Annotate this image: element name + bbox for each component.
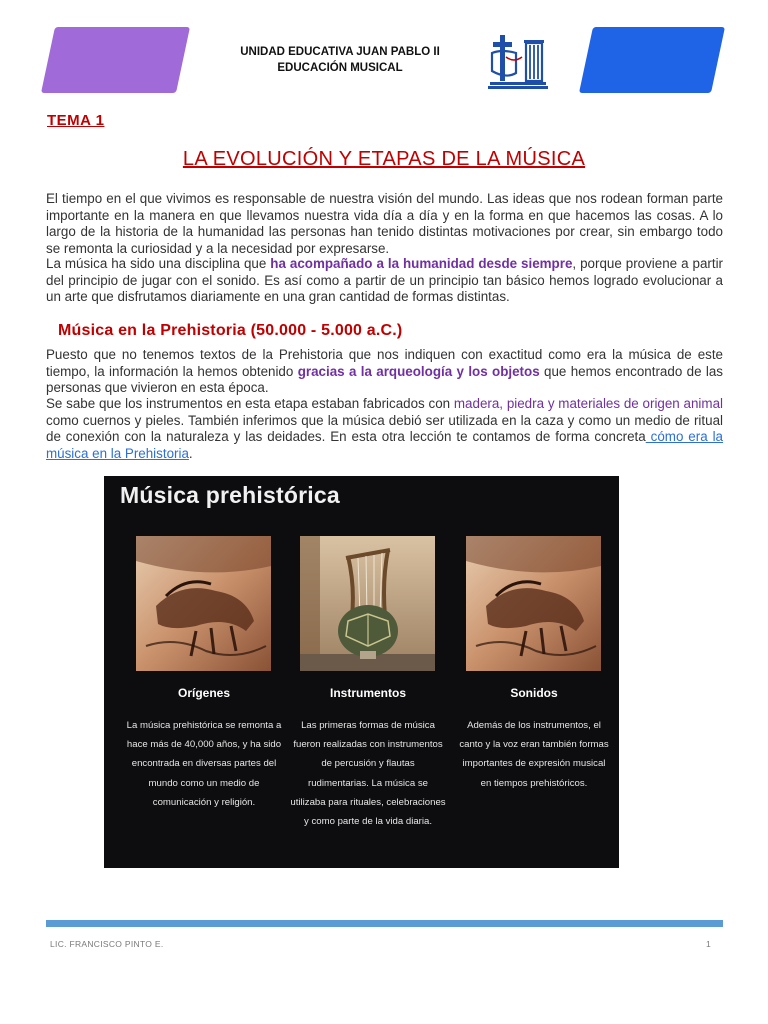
subject-name: EDUCACIÓN MUSICAL: [277, 62, 403, 74]
footer-author: LIC. FRANCISCO PINTO E.: [50, 939, 164, 949]
column-text: Las primeras formas de música fueron realizadas con instrumentos de percusión y flautas rudimentarias. La música se utilizaba para rituales, celebraciones y como parte de la vida diaria.: [290, 720, 446, 828]
cave-painting-image: [136, 536, 271, 671]
prehistoric-music-infographic: [104, 476, 619, 868]
prehistory-lesson-link[interactable]: cómo era la música en la Prehistoria: [46, 429, 724, 461]
intro-text: , porque proviene a partir del principio de jugar con el sonido. Es así como a partir de un principio tan básico hemos logrado evolucionar a un arte que disfrutamos diariamente en una gran cantidad de formas distintas.: [46, 256, 724, 305]
intro-paragraph-1: El tiempo en el que vivimos es responsable de nuestra visión del mundo. Las ideas que nos rodean forman parte importante en la manera en que llevamos nuestra vida día a día y en la forma en que hacemos las cosas. A lo largo de la historia de la humanidad las personas han tenido distintas motivaciones por crear, sin embargo todo se remonta la curiosidad y a la necesidad por expresarse.: [46, 191, 723, 256]
highlight-text: gracias a la arqueología y los objetos: [297, 363, 540, 379]
column-heading: Instrumentos: [329, 686, 406, 700]
highlight-text: ha acompañado a la humanidad desde siempre: [270, 256, 573, 271]
cave-painting-image: [466, 536, 601, 671]
section-text: Se sabe que los instrumentos en esta etapa estaban fabricados con: [46, 396, 454, 411]
school-header: [210, 44, 470, 76]
intro-text: La música ha sido una disciplina que: [46, 256, 271, 271]
section-paragraph-1: [46, 347, 723, 397]
school-crest-icon: [486, 33, 550, 93]
section-text: como cuernos y pieles. También inferimos que la música debió ser utilizada en la caza y como un medio de ritual de conexión con la naturaleza y las deidades. En esta otra lección te contamos de forma concreta: [46, 412, 723, 445]
intro-paragraph-2: [46, 256, 723, 306]
column-text: Además de los instrumentos, el canto y la voz eran también formas importantes de expresión musical en tiempos prehistóricos.: [459, 720, 609, 789]
section-paragraph-2: [46, 396, 723, 462]
header-decoration-right: [579, 27, 725, 93]
tortoise-lyre-image: [300, 536, 435, 671]
column-text: La música prehistórica se remonta a hace más de 40,000 años, y ha sido encontrada en diversas partes del mundo como un medio de comunicación y religión.: [126, 720, 282, 808]
section-text: .: [188, 445, 193, 461]
topic-label: TEMA 1: [47, 112, 105, 129]
column-heading: Sonidos: [510, 686, 558, 700]
page-number: 1: [706, 939, 711, 949]
footer-divider: [46, 920, 723, 927]
section-text: Puesto que no tenemos textos de la Prehistoria que nos indiquen con exactitud como era la música de este tiempo, la información la hemos obtenido: [46, 347, 723, 379]
header-decoration-left: [41, 27, 190, 93]
section-text: que hemos encontrado de las personas que vivieron en esta época.: [46, 363, 723, 396]
school-name: UNIDAD EDUCATIVA JUAN PABLO II: [240, 46, 440, 58]
highlight-text: madera, piedra y materiales de origen animal: [453, 396, 723, 411]
infographic-title: Música prehistórica: [120, 482, 340, 508]
page-title: LA EVOLUCIÓN Y ETAPAS DE LA MÚSICA: [182, 148, 586, 170]
column-heading: Orígenes: [177, 686, 231, 700]
section-heading: Música en la Prehistoria (50.000 - 5.000 a.C.): [58, 322, 403, 339]
